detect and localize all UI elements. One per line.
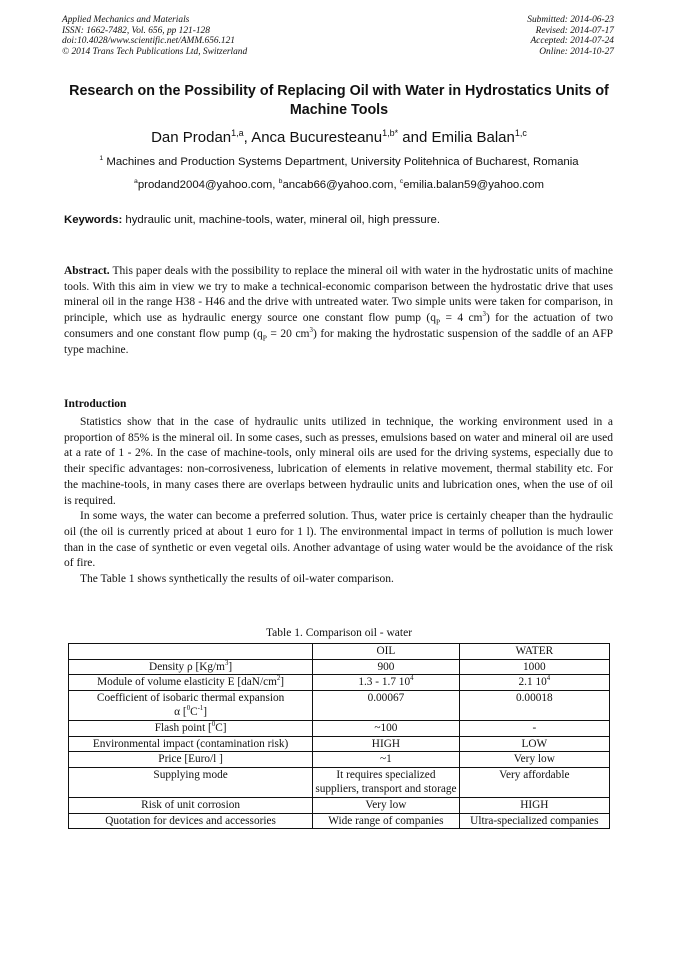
table-header-row [69,644,610,660]
comparison-table [68,643,610,829]
table-header-cell [69,644,313,660]
author-affil-mark: 1,a [231,128,244,138]
submitted-date: Submitted: 2014-06-23 [527,15,614,25]
email-link[interactable]: emilia.balan59@yahoo.com [403,179,544,191]
paragraph: In some ways, the water can become a preferred solution. Thus, water price is certainly cheaper than the hydraulic oil (the oil is currently priced at about 1 euro for 1 l). The environmental impact in terms of pollution is much lower than in the case of synthetic or even vegetal oils. Another advantage of using water would be the avoidance of the risk of fire. [64,510,613,570]
water-cell: 1000 [459,659,609,675]
header-left [62,15,247,57]
abstract: Abstract. This paper deals with the possibility to replace the mineral oil with water in the hydrostatic units of machine tools. With this aim in view we try to make a technical-economic comparison between the hydrostatic drive that uses mineral oil in the range H38 - H46 and the drive with untreated water. Two simple units were taken for comparison, in principle, which use as hydraulic energy source one constant flow pump ($q_P = 4$ $cm^3$) for the actuation of two consumers and one constant flow pump ($q_P = 20$ $cm^3$) for making the hydrostatic suspension of the saddle of an AFP type machine. [64,265,614,356]
table-row [69,659,610,675]
row-label: Module of volume elasticity E $[daN/cm^2]$ [69,675,313,691]
water-cell: 2.1 $10^4$ [459,675,609,691]
table-row [69,797,610,813]
online-date: Online: 2014-10-27 [539,46,614,57]
table-row [69,752,610,768]
author-name: Dan Prodan [151,129,232,146]
copyright-line: © 2014 Trans Tech Publications Ltd, Switzerland [62,46,248,57]
author-emails: $^a$prodand2004@yahoo.com, $^b$ancab66@yahoo.com, $^c$emilia.balan59@yahoo.com [134,178,544,191]
affiliation-text: Machines and Production Systems Department, University Politehnica of Bucharest, Romania [106,156,579,168]
table-row [69,720,610,736]
water-cell: Very low [459,752,609,768]
oil-cell: Wide range of companies [313,813,459,829]
table-row [69,767,610,797]
paragraph: Statistics show that in the case of hydraulic units utilized in technique, the working environment used in a proportion of 85% is the mineral oil. In some cases, such as presses, emulsions based on water and mineral oil are used at a rate of 1 - 2%. In the case of machine-tools, only mineral oils are used for the driving systems, especially due to their specific advantages: non-corrosiveness, lubrication of elements in relative movement, thermal stability etc. For the machine-tools, in many cases there are overlaps between hydraulic units and lubrication ones, when the use of oil is required. [64,416,613,507]
oil-cell: ~100 [313,720,459,736]
doi-line: doi:10.4028/www.scientific.net/AMM.656.121 [62,36,235,47]
table-header-cell: OIL [313,644,459,660]
water-cell: LOW [459,736,609,752]
abstract-label: Abstract. [64,265,110,277]
author-name: Anca Bucuresteanu [251,129,383,146]
revised-date: Revised: 2014-07-17 [535,25,614,36]
oil-cell: 0.00067 [313,690,459,720]
email-link[interactable]: prodand2004@yahoo.com [137,179,273,191]
row-label: Supplying mode [69,767,313,797]
paper-title: Research on the Possibility of Replacing Oil with Water in Hydrostatics Units of Machine Tools [69,83,609,118]
row-label: Coefficient of isobaric thermal expansion α $[^0C^{-1}]$ [69,690,313,720]
table-caption: Table 1. Comparison oil - water [265,627,413,639]
author-name: Emilia Balan [431,129,515,146]
author-affil-mark: 1,b* [382,128,399,138]
row-label: Price [Euro/l ] [69,752,313,768]
oil-cell: Very low [313,797,459,813]
oil-cell: 900 [313,659,459,675]
author-conjunction: and [402,129,428,146]
table-row [69,690,610,720]
paragraph: The Table 1 shows synthetically the results of oil-water comparison. [80,573,394,586]
issn-line: ISSN: 1662-7482, Vol. 656, pp 121-128 [62,25,210,36]
introduction-body [64,415,613,588]
journal-name: Applied Mechanics and Materials [62,15,190,25]
table-row [69,675,610,691]
water-cell: Very affordable [459,767,609,797]
journal-header [62,15,614,57]
oil-cell: ~1 [313,752,459,768]
affiliation [0,156,678,168]
author-list: Dan Prodan$^{1,a}$, Anca Bucuresteanu$^{1,b*}$ and Emilia Balan$^{1,c}$ [151,128,527,146]
table-row [69,736,610,752]
affiliation-mark: 1 [99,155,104,163]
section-heading: Introduction [64,398,127,410]
table-header-cell: WATER [459,644,609,660]
row-label: Environmental impact (contamination risk) [69,736,313,752]
keywords [64,214,624,226]
keywords-label: Keywords: [64,214,123,226]
oil-cell: 1.3 - 1.7 $10^4$ [313,675,459,691]
keywords-text: hydraulic unit, machine-tools, water, mineral oil, high pressure. [125,214,441,226]
row-label: Flash point [$^0$C] [69,720,313,736]
oil-cell: It requires specialized suppliers, transport and storage [313,767,459,797]
email-link[interactable]: ancab66@yahoo.com [282,179,394,191]
accepted-date: Accepted: 2014-07-24 [530,36,614,47]
row-label: Risk of unit corrosion [69,797,313,813]
water-cell: Ultra-specialized companies [459,813,609,829]
row-label: Quotation for devices and accessories [69,813,313,829]
table-row [69,813,610,829]
header-right [527,15,614,57]
author-affil-mark: 1,c [514,128,527,138]
oil-cell: HIGH [313,736,459,752]
water-cell: HIGH [459,797,609,813]
row-label: Density ρ $[Kg/m^3]$ [69,659,313,675]
water-cell: - [459,720,609,736]
water-cell: 0.00018 [459,690,609,720]
